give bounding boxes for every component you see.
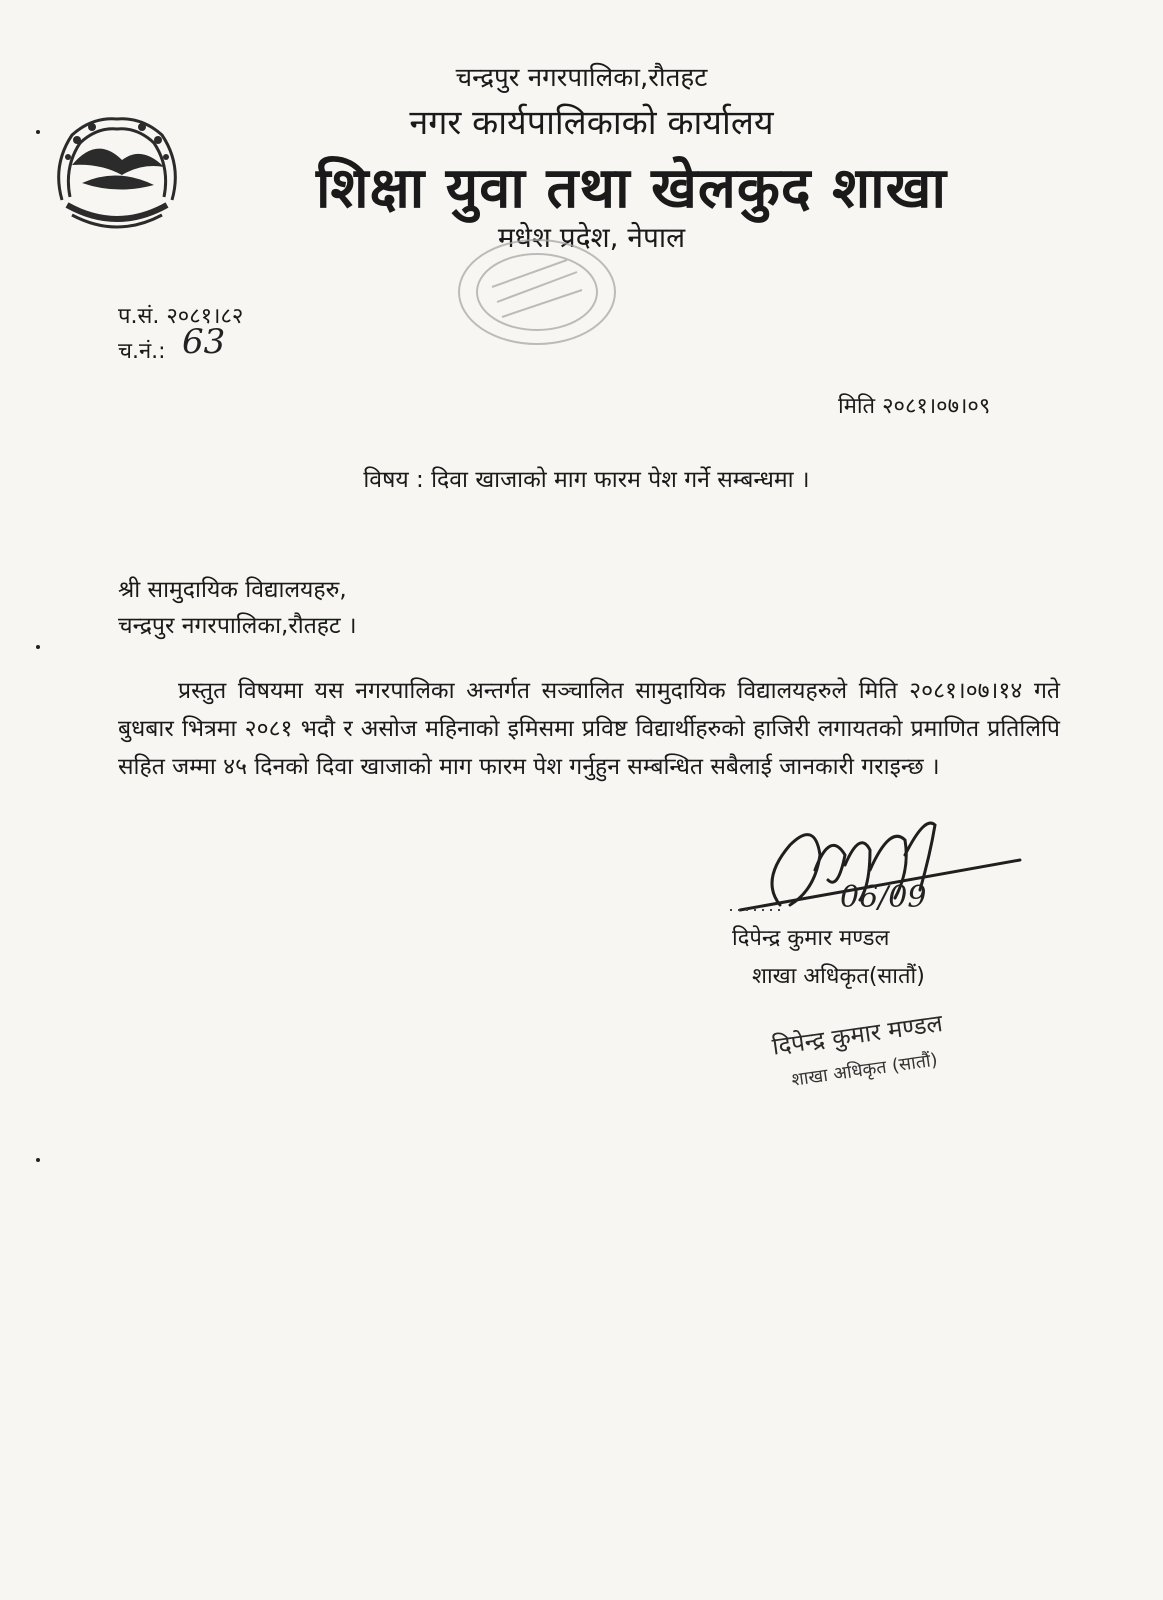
letterhead-office: नगर कार्यपालिकाको कार्यालय: [409, 103, 774, 143]
signatory-title: शाखा अधिकृत(सातौं): [752, 964, 925, 989]
name-stamp-title: शाखा अधिकृत (सातौं): [790, 1049, 939, 1091]
letterhead-province: मधेश प्रदेश, नेपाल: [497, 221, 686, 254]
dispatch-number-value: 63: [182, 322, 226, 362]
recipient-line-2: चन्द्रपुर नगरपालिका,रौतहट ।: [118, 613, 357, 639]
letterhead-municipality: चन्द्रपुर नगरपालिका,रौतहट: [455, 63, 708, 93]
margin-speck: [36, 1158, 40, 1162]
signatory-name: दिपेन्द्र कुमार मण्डल: [732, 926, 890, 951]
office-stamp-icon: [452, 232, 622, 352]
letter-body: प्रस्तुत विषयमा यस नगरपालिका अन्तर्गत सञ्चालित सामुदायिक विद्यालयहरुले मिति २०८१।०७।१४ गते बुधबार भित्रमा २०८१ भदौ र असोज महिनाको इमिसमा प्रविष्ट विद्यार्थीहरुको हाजिरी लगायतको प्रमाणित प्रतिलिपि सहित जम्मा ४५ दिनको दिवा खाजाको माग फारम पेश गर्नुहुन सम्बन्धित सबैलाई जानकारी गराइन्छ ।: [118, 678, 1060, 780]
reference-number: प.सं. २०८१।८२: [118, 304, 244, 329]
letter-subject: विषय : दिवा खाजाको माग फारम पेश गर्ने सम्बन्धमा ।: [363, 467, 810, 493]
letterhead-section: शिक्षा युवा तथा खेलकुद शाखा: [316, 156, 947, 221]
margin-speck: [36, 645, 40, 649]
name-stamp-name: दिपेन्द्र कुमार मण्डल: [770, 1009, 945, 1061]
recipient-line-1: श्री सामुदायिक विद्यालयहरु,: [118, 577, 347, 603]
letter-date: मिति २०८१।०७।०९: [838, 394, 991, 419]
signature-date: 06/09: [840, 880, 927, 915]
dispatch-number-label: च.नं.:: [118, 339, 166, 364]
margin-speck: [36, 130, 40, 134]
